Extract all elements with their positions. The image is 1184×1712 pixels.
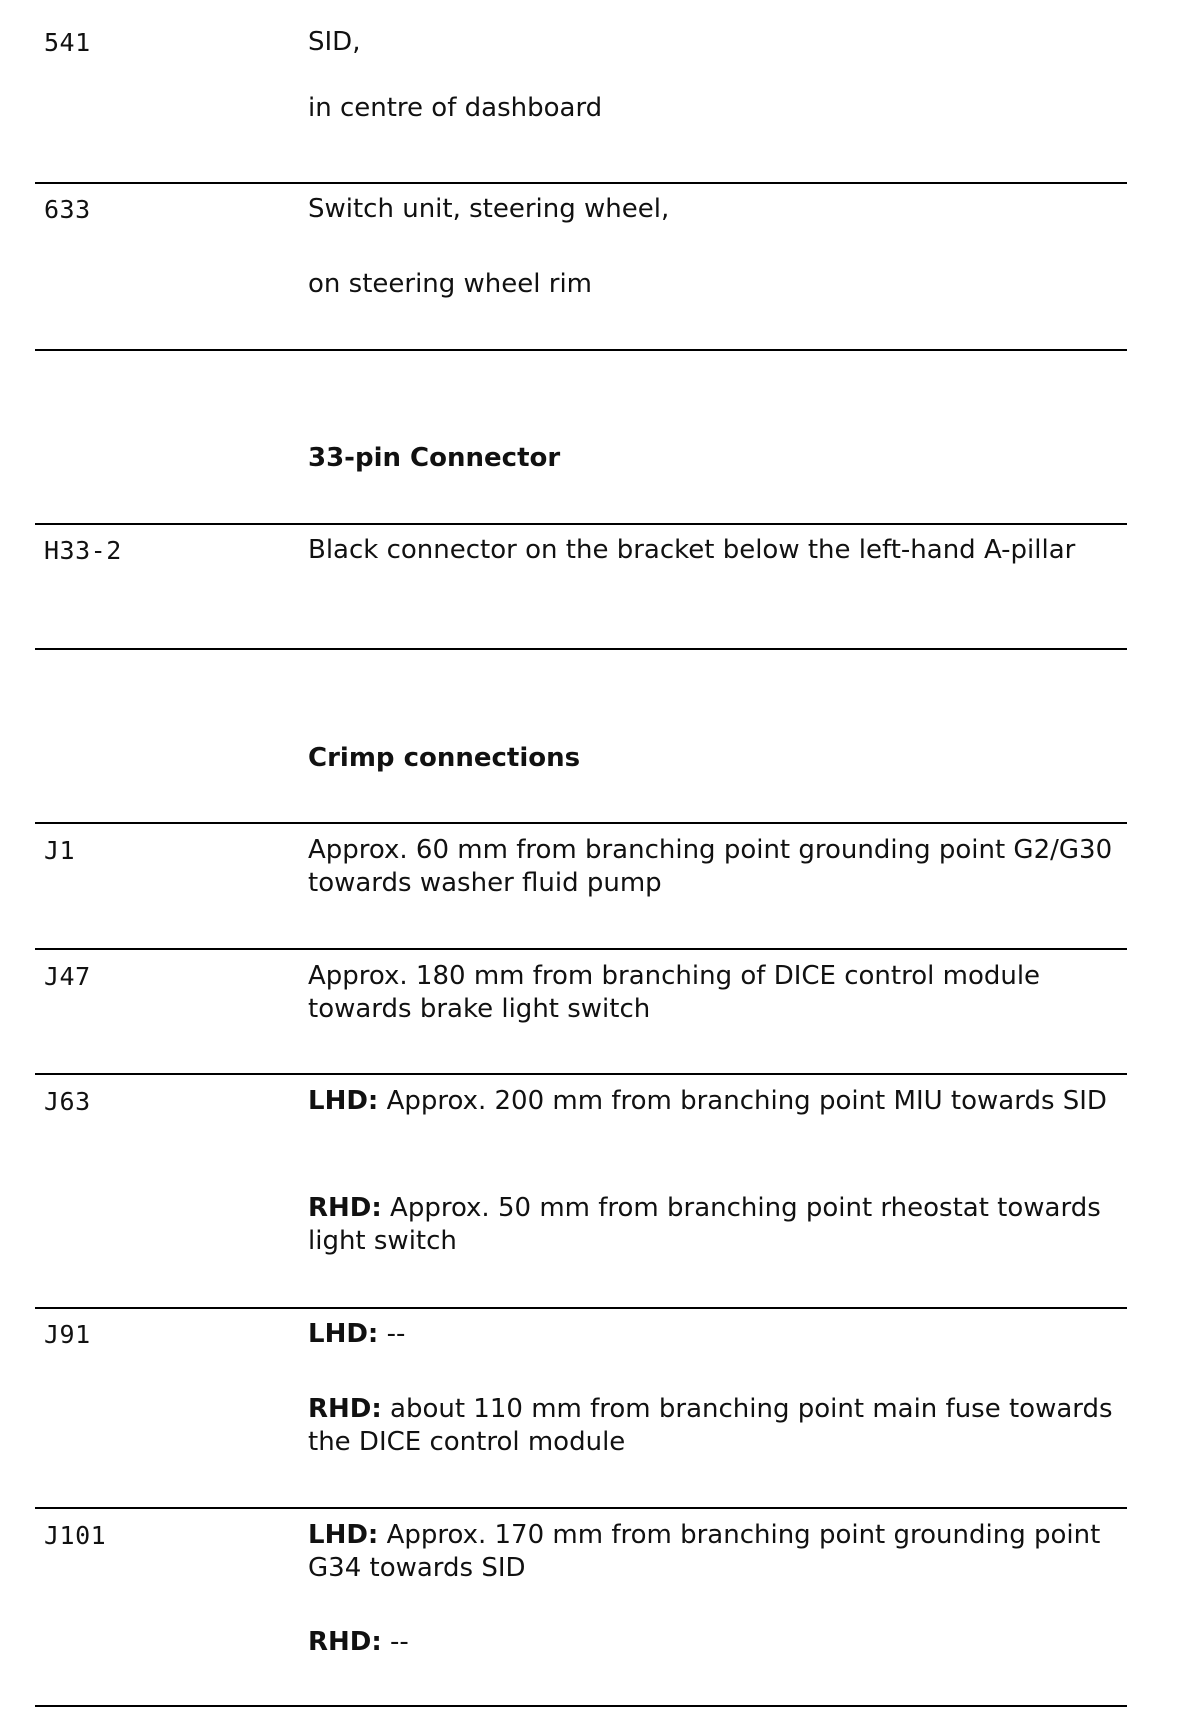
- row-description: Black connector on the bracket below the left-hand A-pillar: [308, 535, 1076, 565]
- row-rhd-description: [308, 1192, 1123, 1258]
- table-rule: [35, 648, 1127, 650]
- row-description: Approx. 60 mm from branching point grounding point G2/G30 towards washer fluid pump: [308, 835, 1113, 898]
- row-lhd-description: [308, 1085, 1123, 1118]
- rhd-label: RHD:: [308, 1627, 382, 1657]
- row-description-line: on steering wheel rim: [308, 269, 593, 299]
- row-rhd-description: [308, 1393, 1123, 1459]
- rhd-text: Approx. 50 mm from branching point rheostat towards light switch: [308, 1193, 1101, 1256]
- row-code: J47: [44, 962, 91, 991]
- lhd-label: LHD:: [308, 1086, 379, 1116]
- table-rule: [35, 523, 1127, 525]
- row-code: J1: [44, 836, 76, 865]
- row-code: J63: [44, 1087, 91, 1116]
- row-lhd-description: [308, 1318, 1123, 1351]
- row-code: H33-2: [44, 536, 122, 565]
- row-description-line: Switch unit, steering wheel,: [308, 194, 670, 224]
- lhd-label: LHD:: [308, 1319, 379, 1349]
- row-lhd-description: [308, 1519, 1123, 1585]
- row-code: 633: [44, 195, 91, 224]
- rhd-label: RHD:: [308, 1394, 382, 1424]
- lhd-text: Approx. 170 mm from branching point grounding point G34 towards SID: [308, 1520, 1101, 1583]
- row-description-line: SID,: [308, 27, 361, 57]
- rhd-label: RHD:: [308, 1193, 382, 1223]
- rhd-text: --: [381, 1627, 409, 1657]
- table-rule: [35, 948, 1127, 950]
- rhd-text: about 110 mm from branching point main fuse towards the DICE control module: [308, 1394, 1113, 1457]
- table-rule: [35, 1705, 1127, 1707]
- table-rule: [35, 1307, 1127, 1309]
- row-rhd-description: [308, 1626, 1123, 1659]
- row-code: 541: [44, 28, 91, 57]
- lhd-text: --: [378, 1319, 406, 1349]
- row-code: J101: [44, 1521, 107, 1550]
- section-heading-33-pin: 33-pin Connector: [308, 443, 561, 473]
- table-rule: [35, 349, 1127, 351]
- lhd-label: LHD:: [308, 1520, 379, 1550]
- table-rule: [35, 1507, 1127, 1509]
- section-heading-crimp: Crimp connections: [308, 743, 581, 773]
- row-description: Approx. 180 mm from branching of DICE control module towards brake light switch: [308, 961, 1041, 1024]
- table-rule: [35, 182, 1127, 184]
- row-code: J91: [44, 1320, 91, 1349]
- row-description-line: in centre of dashboard: [308, 93, 603, 123]
- table-rule: [35, 822, 1127, 824]
- table-rule: [35, 1073, 1127, 1075]
- lhd-text: Approx. 200 mm from branching point MIU towards SID: [378, 1086, 1107, 1116]
